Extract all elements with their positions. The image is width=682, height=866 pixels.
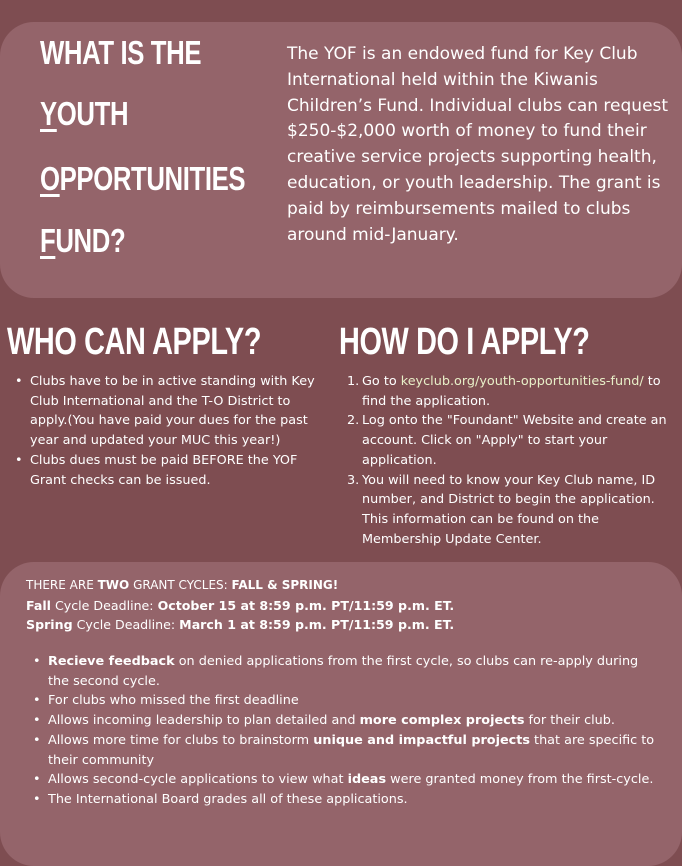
fall-cycle-name: Fall	[26, 597, 51, 613]
benefit-text: that are specific to their community	[48, 732, 655, 768]
eligibility-list	[30, 372, 320, 490]
list-item	[48, 652, 658, 691]
title-line-2	[40, 97, 128, 130]
title-line-4	[40, 224, 125, 257]
title-line-1: WHAT IS THE	[40, 34, 202, 71]
grant-cycles-block	[26, 576, 666, 635]
step-text: You will need to know your Key Club name, ID number, and District to begin the application. This information can be found on the Membership Update Center.	[362, 472, 656, 547]
spring-deadline-date: March 1 at 8:59 p.m. PT/11:59 p.m. ET.	[179, 617, 455, 633]
benefit-text: for their club.	[524, 713, 615, 729]
list-item	[48, 770, 658, 790]
list-item	[48, 731, 658, 770]
spring-cycle-name: Spring	[26, 617, 73, 633]
spring-deadline	[26, 615, 666, 635]
step-item	[347, 471, 682, 550]
step-text: Log onto the "Foundant" Website and create an account. Click on "Apply" to start your application.	[362, 413, 667, 468]
list-item: • Clubs have to be in active standing with Key Club International and the T-O District to apply.(You have paid your dues for the past year and updated your MUC this year!)	[30, 372, 320, 451]
title-line-4-rest: UND?	[55, 222, 126, 259]
application-steps-list	[347, 372, 682, 549]
step-number: 3.	[347, 472, 360, 488]
list-item: • Clubs dues must be paid BEFORE the YOF Grant checks can be issued.	[30, 451, 320, 490]
title-initial-f: F	[40, 222, 56, 259]
cycles-count: TWO	[97, 578, 130, 592]
intro-paragraph: The YOF is an endowed fund for Key Club International held within the Kiwanis Children’s Fund. Individual clubs can request $250-$2,000 worth of money to fund their creative service projects supporting health, education, or youth leadership. The grant is paid by reimbursements mailed to clubs around mid-January.	[287, 44, 669, 245]
benefit-text: were granted money from the first-cycle.	[386, 772, 654, 788]
fall-deadline-date: October 15 at 8:59 p.m. PT/11:59 p.m. ET.	[157, 597, 455, 613]
benefit-text: on denied applications from the first cycle, so clubs can re-apply during the second cycle.	[48, 654, 639, 689]
title-line-2-rest: OUTH	[56, 95, 129, 132]
list-item	[48, 711, 658, 731]
title-initial-o: O	[40, 160, 60, 197]
title-line-3-rest: PPORTUNITIES	[59, 160, 246, 197]
benefit-text: For clubs who missed the first deadline	[48, 693, 299, 709]
step-item	[347, 372, 682, 411]
step-number: 1.	[347, 374, 360, 389]
second-cycle-benefits-list	[48, 652, 658, 810]
benefit-emphasis: more complex projects	[359, 713, 525, 729]
who-can-apply-heading: WHO CAN APPLY?	[7, 321, 262, 363]
fall-deadline	[26, 596, 666, 616]
step-text-end: to find the application.	[362, 374, 661, 409]
benefit-emphasis: ideas	[347, 772, 387, 788]
title-line-3	[40, 162, 245, 195]
cycles-seasons: FALL & SPRING!	[231, 578, 339, 592]
how-to-apply-heading: HOW DO I APPLY?	[339, 321, 590, 363]
step-item	[347, 411, 682, 470]
benefit-text: Allows more time for clubs to brainstorm	[48, 732, 314, 748]
step-number: 2.	[347, 413, 360, 429]
benefit-text: The International Board grades all of these applications.	[48, 791, 408, 807]
list-item	[48, 691, 658, 711]
cycles-text: GRANT CYCLES:	[129, 578, 232, 592]
spring-deadline-label: Cycle Deadline:	[72, 617, 180, 633]
title-initial-y: Y	[40, 95, 57, 132]
benefit-text: Allows second-cycle applications to view what	[48, 772, 348, 788]
benefit-text: Allows incoming leadership to plan detailed and	[48, 713, 360, 729]
benefit-emphasis: Recieve feedback	[48, 654, 175, 669]
step-text-start: Go to	[362, 374, 401, 389]
grant-cycles-intro	[26, 576, 666, 596]
yof-application-link[interactable]: keyclub.org/youth-opportunities-fund/	[400, 374, 644, 389]
cycles-text: THERE ARE	[26, 578, 98, 592]
list-item	[48, 790, 658, 810]
fall-deadline-label: Cycle Deadline:	[51, 597, 158, 613]
benefit-emphasis: unique and impactful projects	[313, 732, 530, 748]
